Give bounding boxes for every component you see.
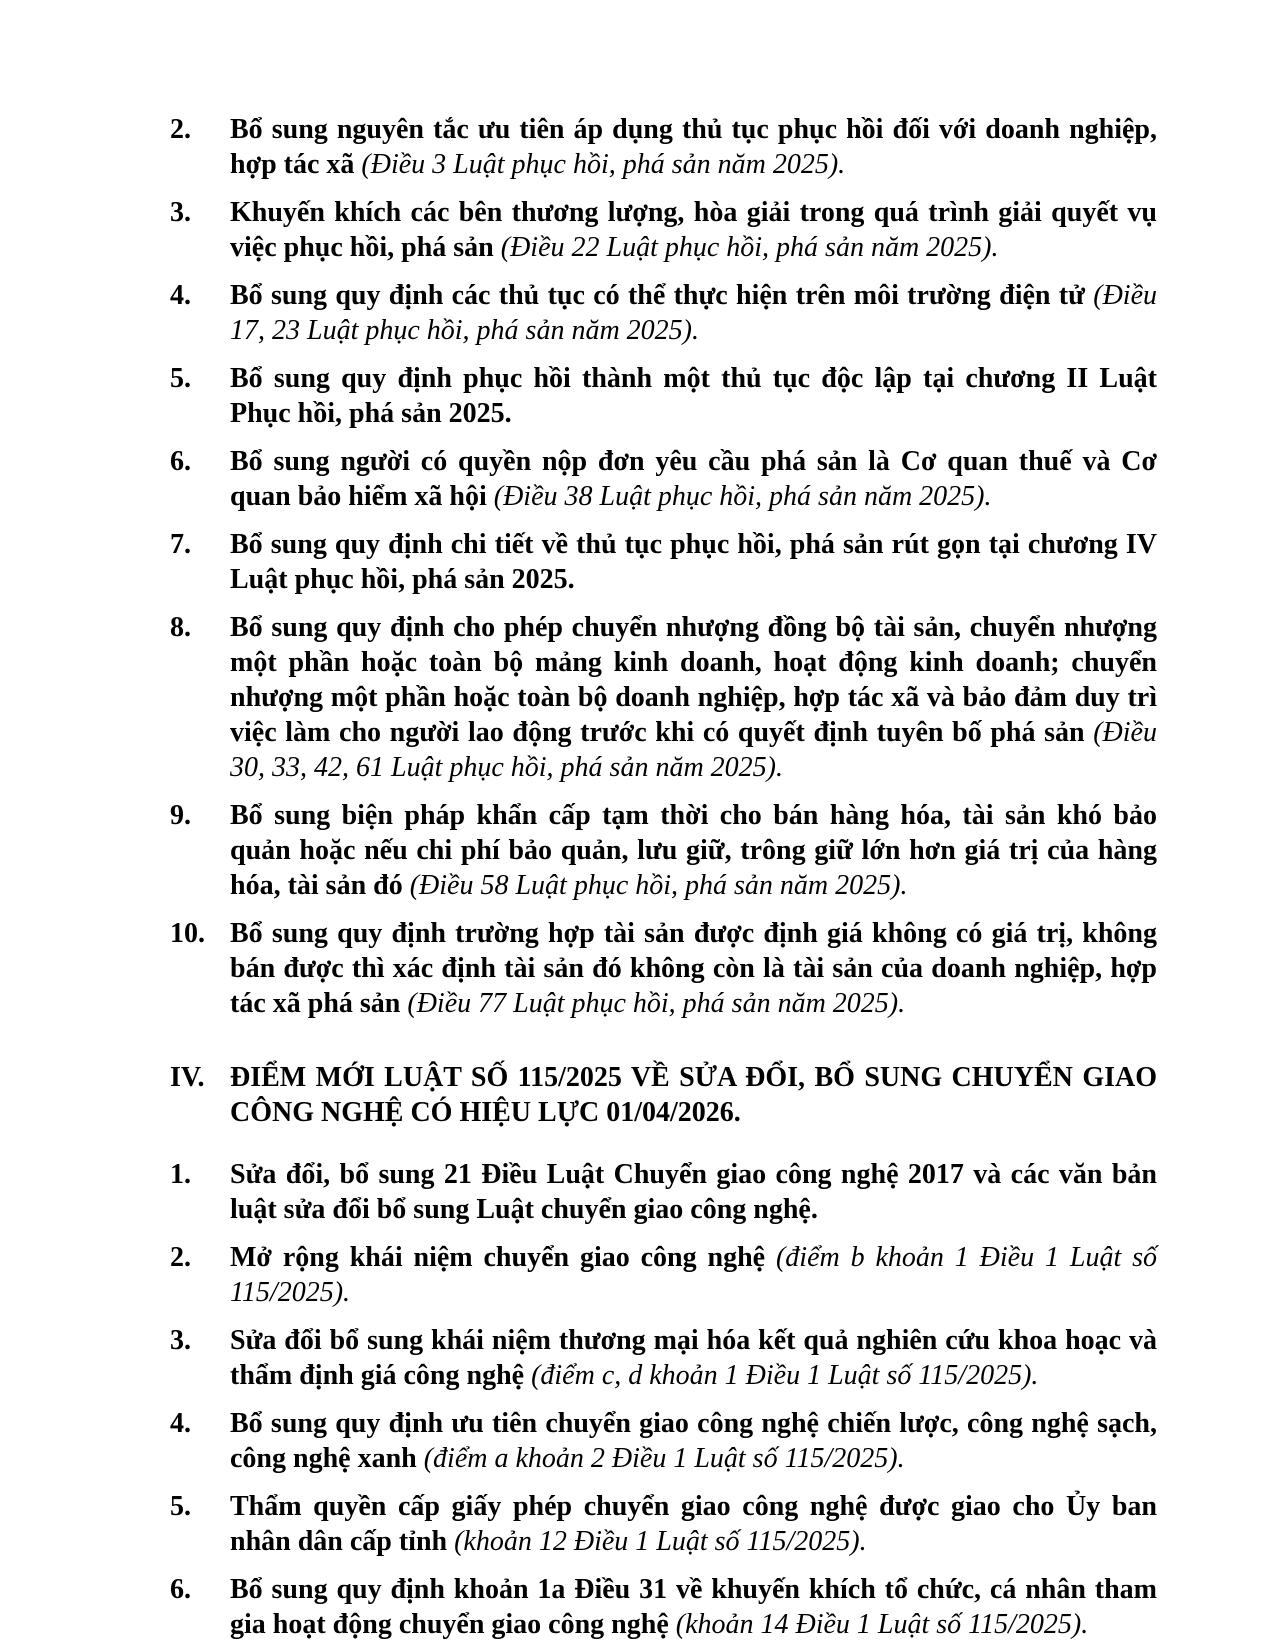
item-number: 8. [170, 612, 191, 643]
item-number: 7. [170, 529, 191, 560]
item-main-text: Sửa đổi bổ sung khái niệm thương mại hóa kết quả nghiên cứu khoa hoạc và thẩm định giá công nghệ [230, 1325, 1157, 1391]
item-citation-text: (khoản 14 Điều 1 Luật số 115/2025). [675, 1609, 1089, 1640]
item-number: 4. [170, 1408, 191, 1439]
item-number: 2. [170, 114, 191, 145]
item-citation-text: (Điều 3 Luật phục hồi, phá sản năm 2025). [361, 149, 846, 180]
item-number: 2. [170, 1242, 191, 1273]
item-main-text: Bổ sung quy định các thủ tục có thể thực hiện trên môi trường điện tử [230, 280, 1085, 311]
item-citation-text: (Điều 77 Luật phục hồi, phá sản năm 2025). [407, 988, 906, 1019]
item-main-text: Bổ sung quy định chi tiết về thủ tục phục hồi, phá sản rút gọn tại chương IV Luật phục hồi, phá sản 2025. [230, 529, 1157, 595]
item-main-text: Bổ sung quy định ưu tiên chuyển giao công nghệ chiến lược, công nghệ sạch, công nghệ xanh [230, 1408, 1157, 1474]
item-main-text: Sửa đổi, bổ sung 21 Điều Luật Chuyển giao công nghệ 2017 và các văn bản luật sửa đổi bổ sung Luật chuyển giao công nghệ. [230, 1159, 1157, 1225]
list-item [170, 610, 1157, 785]
item-number: 6. [170, 1574, 191, 1605]
item-number: 5. [170, 1491, 191, 1522]
item-citation-text: (Điều 38 Luật phục hồi, phá sản năm 2025). [493, 481, 992, 512]
list-chuyen-giao-cong-nghe [170, 1157, 1157, 1642]
list-item [170, 361, 1157, 431]
item-main-text: Bổ sung quy định cho phép chuyển nhượng đồng bộ tài sản, chuyển nhượng một phần hoặc toàn bộ mảng kinh doanh, hoạt động kinh doanh; chuyển nhượng một phần hoặc toàn bộ doanh nghiệp, hợp tác xã và bảo đảm duy trì việc làm cho người lao động trước khi có quyết định tuyên bố phá sản [230, 612, 1157, 748]
item-citation-text: (điểm c, d khoản 1 Điều 1 Luật số 115/2025). [531, 1360, 1039, 1391]
list-item [170, 527, 1157, 597]
item-main-text: Bổ sung quy định phục hồi thành một thủ tục độc lập tại chương II Luật Phục hồi, phá sản 2025. [230, 363, 1157, 429]
item-main-text: Bổ sung người có quyền nộp đơn yêu cầu phá sản là Cơ quan thuế và Cơ quan bảo hiểm xã hội [230, 446, 1157, 512]
item-main-text: Bổ sung biện pháp khẩn cấp tạm thời cho bán hàng hóa, tài sản khó bảo quản hoặc nếu chi phí bảo quản, lưu giữ, trông giữ lớn hơn giá trị của hàng hóa, tài sản đó [230, 800, 1157, 901]
item-citation-text: (điểm b khoản 1 Điều 1 Luật số 115/2025). [230, 1242, 1158, 1308]
section-heading-number: IV. [170, 1062, 205, 1093]
item-number: 10. [170, 918, 205, 949]
item-number: 5. [170, 363, 191, 394]
item-citation-text: (Điều 58 Luật phục hồi, phá sản năm 2025). [409, 870, 908, 901]
list-item [170, 1406, 1157, 1476]
list-item [170, 1489, 1157, 1559]
item-citation-text: (Điều 17, 23 Luật phục hồi, phá sản năm 2025). [230, 280, 1158, 346]
item-number: 3. [170, 197, 191, 228]
list-item [170, 112, 1157, 182]
item-number: 6. [170, 446, 191, 477]
list-item [170, 195, 1157, 265]
item-main-text: Bổ sung quy định khoản 1a Điều 31 về khuyến khích tổ chức, cá nhân tham gia hoạt động chuyển giao công nghệ [230, 1574, 1157, 1640]
list-item [170, 1323, 1157, 1393]
list-item [170, 1157, 1157, 1227]
list-item [170, 278, 1157, 348]
list-item [170, 444, 1157, 514]
item-citation-text: (điểm a khoản 2 Điều 1 Luật số 115/2025). [423, 1443, 905, 1474]
item-main-text: Bổ sung quy định trường hợp tài sản được định giá không có giá trị, không bán được thì xác định tài sản đó không còn là tài sản của doanh nghiệp, hợp tác xã phá sản [230, 918, 1157, 1019]
item-number: 4. [170, 280, 191, 311]
item-main-text: Thẩm quyền cấp giấy phép chuyển giao công nghệ được giao cho Ủy ban nhân dân cấp tỉnh [230, 1491, 1157, 1557]
list-item [170, 1572, 1157, 1642]
item-number: 9. [170, 800, 191, 831]
item-number: 1. [170, 1159, 191, 1190]
list-item [170, 1240, 1157, 1310]
item-number: 3. [170, 1325, 191, 1356]
item-main-text: Bổ sung nguyên tắc ưu tiên áp dụng thủ tục phục hồi đối với doanh nghiệp, hợp tác xã [230, 114, 1157, 180]
item-citation-text: (Điều 30, 33, 42, 61 Luật phục hồi, phá sản năm 2025). [230, 717, 1157, 783]
item-main-text: Khuyến khích các bên thương lượng, hòa giải trong quá trình giải quyết vụ việc phục hồi, phá sản [230, 197, 1157, 263]
section-heading-text: ĐIỂM MỚI LUẬT SỐ 115/2025 VỀ SỬA ĐỔI, BỔ SUNG CHUYỂN GIAO CÔNG NGHỆ CÓ HIỆU LỰC 01/04/2026. [230, 1062, 1157, 1128]
list-item [170, 798, 1157, 903]
list-item [170, 916, 1157, 1021]
item-main-text: Mở rộng khái niệm chuyển giao công nghệ [230, 1242, 766, 1273]
item-citation-text: (khoản 12 Điều 1 Luật số 115/2025). [454, 1526, 867, 1557]
list-phuc-hoi-pha-san [170, 112, 1157, 1021]
section-heading-iv [170, 1060, 1157, 1130]
item-citation-text: (Điều 22 Luật phục hồi, phá sản năm 2025). [500, 232, 999, 263]
